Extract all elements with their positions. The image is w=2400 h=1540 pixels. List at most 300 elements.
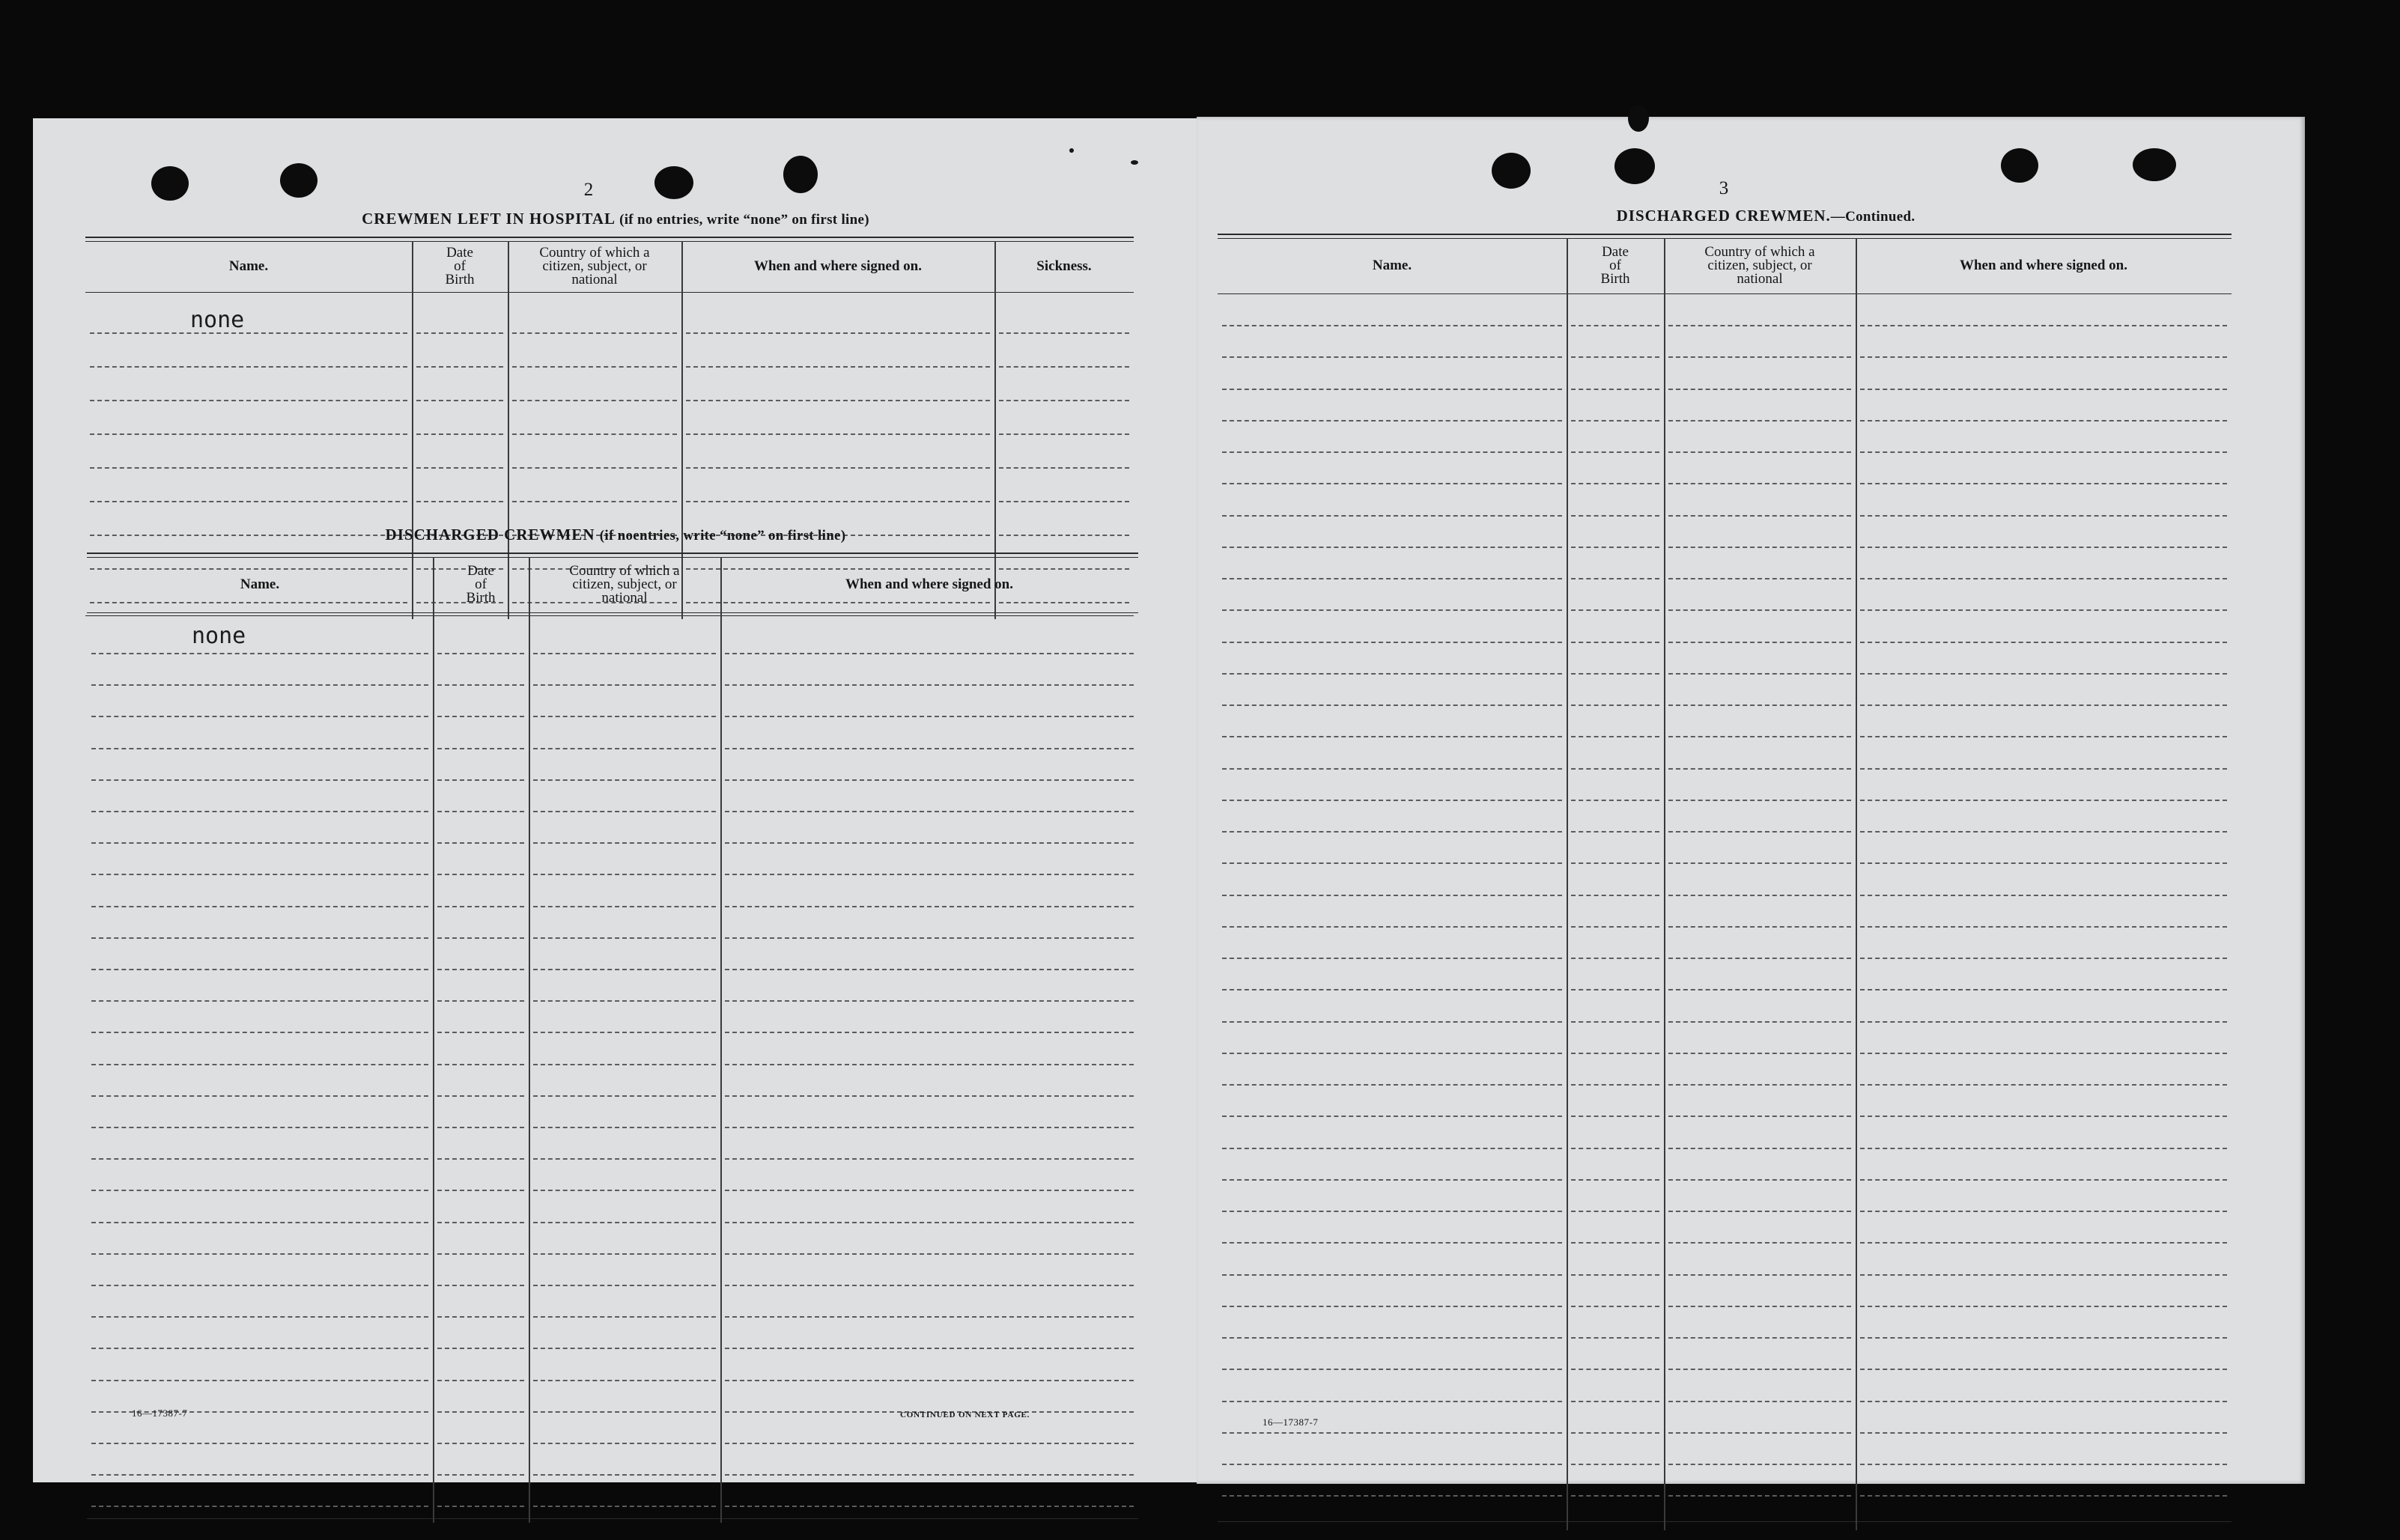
discharged-continued-title: DISCHARGED CREWMEN.—Continued.: [1616, 207, 1916, 225]
ruled-line: [512, 366, 677, 368]
ruled-line: [437, 874, 524, 875]
ruled-line: [1571, 800, 1659, 801]
ruled-line: [1668, 704, 1851, 706]
ruled-line: [533, 1380, 716, 1381]
ruled-line: [1222, 704, 1562, 706]
ruled-line: [1571, 1369, 1659, 1370]
ruled-line: [1860, 704, 2227, 706]
ruled-line: [725, 1380, 1134, 1381]
page-number: 2: [583, 180, 594, 200]
ruled-line: [1668, 325, 1851, 326]
punch-hole: [783, 156, 818, 193]
ruled-line: [533, 1064, 716, 1065]
ruled-line: [533, 969, 716, 970]
punch-hole: [2001, 148, 2038, 183]
punch-hole: [1614, 148, 1655, 184]
ruled-line: [1571, 1179, 1659, 1181]
ruled-line: [533, 937, 716, 939]
ruled-line: [437, 1095, 524, 1097]
ruled-line: [725, 684, 1134, 686]
handwritten-entry: none: [192, 623, 246, 649]
ruled-line: [91, 874, 428, 875]
ruled-line: [1571, 1116, 1659, 1117]
ruled-line: [1668, 1464, 1851, 1465]
ruled-line: [437, 1064, 524, 1065]
ruled-line: [725, 1127, 1134, 1128]
ruled-line: [1668, 800, 1851, 801]
ruled-line: [1860, 547, 2227, 548]
ruled-line: [725, 1348, 1134, 1349]
ruled-line: [1222, 356, 1562, 358]
ruled-line: [1571, 420, 1659, 421]
ruled-line: [533, 684, 716, 686]
ruled-line: [1860, 831, 2227, 833]
ruled-line: [1860, 926, 2227, 928]
ruled-line: [1571, 1495, 1659, 1497]
ruled-line: [533, 842, 716, 844]
ruled-line: [437, 779, 524, 781]
ruled-line: [437, 653, 524, 654]
ruled-line: [1860, 1211, 2227, 1212]
ruled-line: [1860, 356, 2227, 358]
ruled-line: [533, 1316, 716, 1318]
ruled-line: [725, 1506, 1134, 1507]
ruled-line: [1222, 1274, 1562, 1276]
ruled-line: [725, 1000, 1134, 1002]
ruled-line: [437, 811, 524, 812]
ruled-line: [1860, 1242, 2227, 1244]
ruled-line: [91, 1222, 428, 1223]
ruled-line: [1222, 1337, 1562, 1339]
ruled-line: [437, 684, 524, 686]
ruled-line: [90, 467, 407, 469]
ruled-line: [533, 1222, 716, 1223]
ruled-line: [686, 467, 990, 469]
ruled-line: [725, 1032, 1134, 1033]
ruled-line: [1222, 642, 1562, 643]
ruled-line: [533, 653, 716, 654]
ruled-line: [437, 1411, 524, 1413]
ruled-line: [416, 400, 503, 401]
ruled-line: [1668, 1211, 1851, 1212]
ruled-line: [1668, 609, 1851, 611]
ruled-line: [1571, 862, 1659, 864]
ruled-line: [999, 501, 1129, 502]
ruled-line: [416, 501, 503, 502]
ruled-line: [1668, 1306, 1851, 1307]
ruled-line: [512, 467, 677, 469]
ruled-line: [1668, 515, 1851, 517]
col-header-date-of-birth: Date of Birth: [445, 245, 475, 287]
ruled-line: [1571, 642, 1659, 643]
ruled-line: [91, 1190, 428, 1191]
ruled-line: [1222, 1401, 1562, 1402]
ruled-line: [437, 1222, 524, 1223]
ruled-line: [1860, 1401, 2227, 1402]
ruled-line: [1222, 862, 1562, 864]
ruled-line: [533, 874, 716, 875]
ruled-line: [1668, 1084, 1851, 1086]
ruled-line: [1668, 420, 1851, 421]
ruled-line: [1668, 483, 1851, 484]
ruled-line: [91, 716, 428, 717]
ruled-line: [1668, 989, 1851, 990]
ruled-line: [512, 400, 677, 401]
ruled-line: [1668, 642, 1851, 643]
ruled-line: [1571, 1148, 1659, 1149]
ruled-line: [512, 433, 677, 435]
ruled-line: [91, 1095, 428, 1097]
ruled-line: [1222, 1432, 1562, 1434]
form-number: 16—17387-7: [132, 1407, 188, 1419]
ruled-line: [1668, 1021, 1851, 1023]
col-header-name: Name.: [228, 258, 269, 274]
handwritten-entry: none: [190, 307, 245, 333]
ruled-line: [725, 1443, 1134, 1444]
ruled-line: [91, 779, 428, 781]
ruled-line: [437, 842, 524, 844]
ruled-line: [416, 366, 503, 368]
ruled-line: [416, 433, 503, 435]
ruled-line: [1571, 1401, 1659, 1402]
ruled-line: [1860, 1495, 2227, 1497]
ruled-line: [1571, 768, 1659, 770]
ruled-line: [91, 1064, 428, 1065]
ruled-line: [1668, 958, 1851, 959]
ruled-line: [437, 1253, 524, 1255]
ruled-line: [437, 1443, 524, 1444]
ruled-line: [533, 1348, 716, 1349]
ruled-line: [533, 1095, 716, 1097]
ruled-line: [1571, 1337, 1659, 1339]
ruled-line: [437, 1285, 524, 1286]
ruled-line: [1571, 483, 1659, 484]
ruled-line: [1222, 1306, 1562, 1307]
ruled-line: [1668, 356, 1851, 358]
ruled-line: [437, 1158, 524, 1160]
ruled-line: [533, 1127, 716, 1128]
ruled-line: [1860, 1432, 2227, 1434]
col-header-date-of-birth: Date of Birth: [1600, 244, 1630, 287]
ruled-line: [1668, 1337, 1851, 1339]
ruled-line: [1571, 1053, 1659, 1054]
ruled-line: [1860, 1369, 2227, 1370]
ruled-line: [91, 1474, 428, 1476]
ruled-line: [686, 332, 990, 334]
ruled-line: [999, 332, 1129, 334]
col-header-country: Country of which a citizen, subject, or national: [539, 245, 650, 287]
ruled-line: [1571, 325, 1659, 326]
ruled-line: [1571, 704, 1659, 706]
ruled-line: [725, 1222, 1134, 1223]
punch-hole: [1492, 153, 1531, 189]
ruled-line: [1668, 1401, 1851, 1402]
ruled-line: [1668, 768, 1851, 770]
ruled-line: [686, 433, 990, 435]
ruled-line: [686, 501, 990, 502]
ruled-line: [91, 1380, 428, 1381]
ruled-line: [1668, 1116, 1851, 1117]
ruled-line: [1571, 389, 1659, 390]
left-page: [33, 118, 1228, 1482]
ruled-line: [91, 684, 428, 686]
col-header-sickness: Sickness.: [1036, 258, 1092, 274]
ruled-line: [416, 332, 503, 334]
right-page: [1197, 117, 2305, 1484]
ruled-line: [533, 1443, 716, 1444]
discharged-table: [87, 553, 1138, 1526]
ruled-line: [533, 1032, 716, 1033]
ruled-line: [1571, 609, 1659, 611]
ruled-line: [1222, 736, 1562, 737]
ruled-line: [1222, 1495, 1562, 1497]
ruled-line: [437, 906, 524, 907]
ruled-line: [437, 716, 524, 717]
ruled-line: [1571, 515, 1659, 517]
col-header-country: Country of which a citizen, subject, or national: [569, 563, 680, 606]
ruled-line: [1222, 609, 1562, 611]
ruled-line: [1860, 895, 2227, 896]
ruled-line: [1668, 736, 1851, 737]
ruled-line: [686, 400, 990, 401]
ruled-line: [1860, 642, 2227, 643]
ruled-line: [1222, 1369, 1562, 1370]
ruled-line: [1860, 1148, 2227, 1149]
ruled-line: [1571, 578, 1659, 579]
ruled-line: [1860, 1179, 2227, 1181]
ruled-line: [1668, 673, 1851, 675]
ruled-line: [1222, 1148, 1562, 1149]
ruled-line: [1222, 800, 1562, 801]
ruled-line: [1571, 673, 1659, 675]
ruled-line: [1668, 451, 1851, 453]
ruled-line: [1860, 736, 2227, 737]
ruled-line: [725, 653, 1134, 654]
ruled-line: [91, 1127, 428, 1128]
ruled-line: [1668, 1432, 1851, 1434]
ruled-line: [1222, 1242, 1562, 1244]
ruled-line: [1860, 958, 2227, 959]
ruled-line: [1222, 989, 1562, 990]
ruled-line: [90, 501, 407, 502]
ruled-line: [91, 937, 428, 939]
ruled-line: [1860, 1021, 2227, 1023]
ruled-line: [1668, 1242, 1851, 1244]
punch-hole: [654, 166, 693, 199]
ruled-line: [1222, 420, 1562, 421]
ruled-line: [999, 467, 1129, 469]
punch-hole: [1628, 105, 1649, 132]
ruled-line: [437, 1506, 524, 1507]
ruled-line: [725, 842, 1134, 844]
ruled-line: [1860, 1116, 2227, 1117]
ruled-line: [533, 811, 716, 812]
ruled-line: [91, 1285, 428, 1286]
ruled-line: [437, 937, 524, 939]
ruled-line: [1860, 325, 2227, 326]
ruled-line: [91, 1000, 428, 1002]
ruled-line: [1860, 1053, 2227, 1054]
col-header-country: Country of which a citizen, subject, or national: [1704, 244, 1815, 287]
ruled-line: [1860, 451, 2227, 453]
ruled-line: [437, 1316, 524, 1318]
ruled-line: [1668, 895, 1851, 896]
ruled-line: [725, 969, 1134, 970]
ruled-line: [1571, 356, 1659, 358]
ruled-line: [1222, 451, 1562, 453]
punch-hole: [151, 166, 189, 201]
ruled-line: [1222, 1021, 1562, 1023]
col-header-name: Name.: [240, 576, 280, 592]
ruled-line: [1222, 895, 1562, 896]
ruled-line: [725, 1095, 1134, 1097]
ruled-line: [1860, 1084, 2227, 1086]
ruled-line: [1571, 831, 1659, 833]
ruled-line: [91, 842, 428, 844]
ruled-line: [1571, 736, 1659, 737]
form-number: 16—17387-7: [1263, 1416, 1319, 1428]
ruled-line: [725, 1316, 1134, 1318]
ruled-line: [1222, 926, 1562, 928]
ruled-line: [725, 779, 1134, 781]
ruled-line: [91, 811, 428, 812]
ruled-line: [1222, 958, 1562, 959]
ruled-line: [1668, 1495, 1851, 1497]
ruled-line: [437, 748, 524, 749]
ruled-line: [1668, 831, 1851, 833]
ruled-line: [1860, 800, 2227, 801]
ruled-line: [725, 1064, 1134, 1065]
ruled-line: [91, 1253, 428, 1255]
ruled-line: [1571, 1306, 1659, 1307]
ruled-line: [1668, 547, 1851, 548]
ruled-line: [1571, 958, 1659, 959]
continued-note: CONTINUED ON NEXT PAGE.: [900, 1410, 1030, 1419]
ruled-line: [90, 332, 407, 334]
ruled-line: [1668, 862, 1851, 864]
ruled-line: [1668, 389, 1851, 390]
ruled-line: [1668, 926, 1851, 928]
ruled-line: [1571, 895, 1659, 896]
ruled-line: [725, 811, 1134, 812]
ruled-line: [533, 716, 716, 717]
col-header-name: Name.: [1372, 258, 1412, 273]
discharged-section-title: DISCHARGED CREWMEN (if noentries, write “none” on first line): [385, 526, 846, 544]
ruled-line: [91, 1348, 428, 1349]
ruled-line: [1571, 1211, 1659, 1212]
ruled-line: [725, 748, 1134, 749]
ruled-line: [1571, 1464, 1659, 1465]
ruled-line: [512, 332, 677, 334]
ruled-line: [1860, 389, 2227, 390]
ruled-line: [437, 1127, 524, 1128]
ruled-line: [1571, 1274, 1659, 1276]
ruled-line: [725, 716, 1134, 717]
col-header-date-of-birth: Date of Birth: [466, 563, 496, 606]
ruled-line: [1571, 1021, 1659, 1023]
ruled-line: [1571, 1084, 1659, 1086]
col-header-signed-on: When and where signed on.: [845, 576, 1013, 592]
ruled-line: [1860, 1337, 2227, 1339]
ruled-line: [1222, 1084, 1562, 1086]
ruled-line: [1860, 420, 2227, 421]
ruled-line: [725, 937, 1134, 939]
ruled-line: [1571, 451, 1659, 453]
ruled-line: [999, 366, 1129, 368]
ruled-line: [90, 366, 407, 368]
ruled-line: [1222, 325, 1562, 326]
ruled-line: [1222, 1179, 1562, 1181]
ruled-line: [1860, 1274, 2227, 1276]
ruled-line: [533, 1411, 716, 1413]
ruled-line: [1860, 609, 2227, 611]
ruled-line: [437, 1190, 524, 1191]
ruled-line: [1860, 673, 2227, 675]
ruled-line: [90, 400, 407, 401]
ruled-line: [1222, 578, 1562, 579]
ruled-line: [1222, 1464, 1562, 1465]
ruled-line: [533, 1474, 716, 1476]
ruled-line: [1571, 989, 1659, 990]
punch-hole: [280, 163, 318, 198]
ruled-line: [437, 1032, 524, 1033]
ruled-line: [512, 501, 677, 502]
ruled-line: [1571, 547, 1659, 548]
ruled-line: [533, 1190, 716, 1191]
ruled-line: [437, 1000, 524, 1002]
ruled-line: [1571, 1242, 1659, 1244]
ruled-line: [437, 1348, 524, 1349]
ruled-line: [1222, 831, 1562, 833]
ruled-line: [533, 1158, 716, 1160]
ruled-line: [533, 1253, 716, 1255]
ruled-line: [725, 1253, 1134, 1255]
hospital-section-title: CREWMEN LEFT IN HOSPITAL (if no entries, write “none” on first line): [362, 210, 869, 228]
ruled-line: [1222, 483, 1562, 484]
ruled-line: [725, 1158, 1134, 1160]
ruled-line: [91, 1032, 428, 1033]
ruled-line: [725, 1474, 1134, 1476]
discharged-continued-table: [1218, 234, 2232, 1530]
ruled-line: [533, 1000, 716, 1002]
ruled-line: [1222, 1211, 1562, 1212]
ruled-line: [686, 366, 990, 368]
ruled-line: [90, 433, 407, 435]
ruled-line: [725, 1285, 1134, 1286]
ruled-line: [437, 1474, 524, 1476]
ruled-line: [1668, 1053, 1851, 1054]
ruled-line: [91, 1506, 428, 1507]
ruled-line: [1668, 1148, 1851, 1149]
punch-hole: [2133, 148, 2176, 181]
ruled-line: [725, 906, 1134, 907]
ruled-line: [1668, 1369, 1851, 1370]
ruled-line: [437, 1380, 524, 1381]
ruled-line: [91, 1316, 428, 1318]
ruled-line: [1222, 768, 1562, 770]
col-header-signed-on: When and where signed on.: [1959, 258, 2127, 273]
ruled-line: [999, 400, 1129, 401]
ruled-line: [1222, 673, 1562, 675]
ruled-line: [1571, 1432, 1659, 1434]
ruled-line: [1668, 578, 1851, 579]
ruled-line: [1860, 862, 2227, 864]
ruled-line: [1571, 926, 1659, 928]
ruled-line: [533, 748, 716, 749]
ruled-line: [1668, 1274, 1851, 1276]
ruled-line: [1860, 1464, 2227, 1465]
ruled-line: [533, 779, 716, 781]
